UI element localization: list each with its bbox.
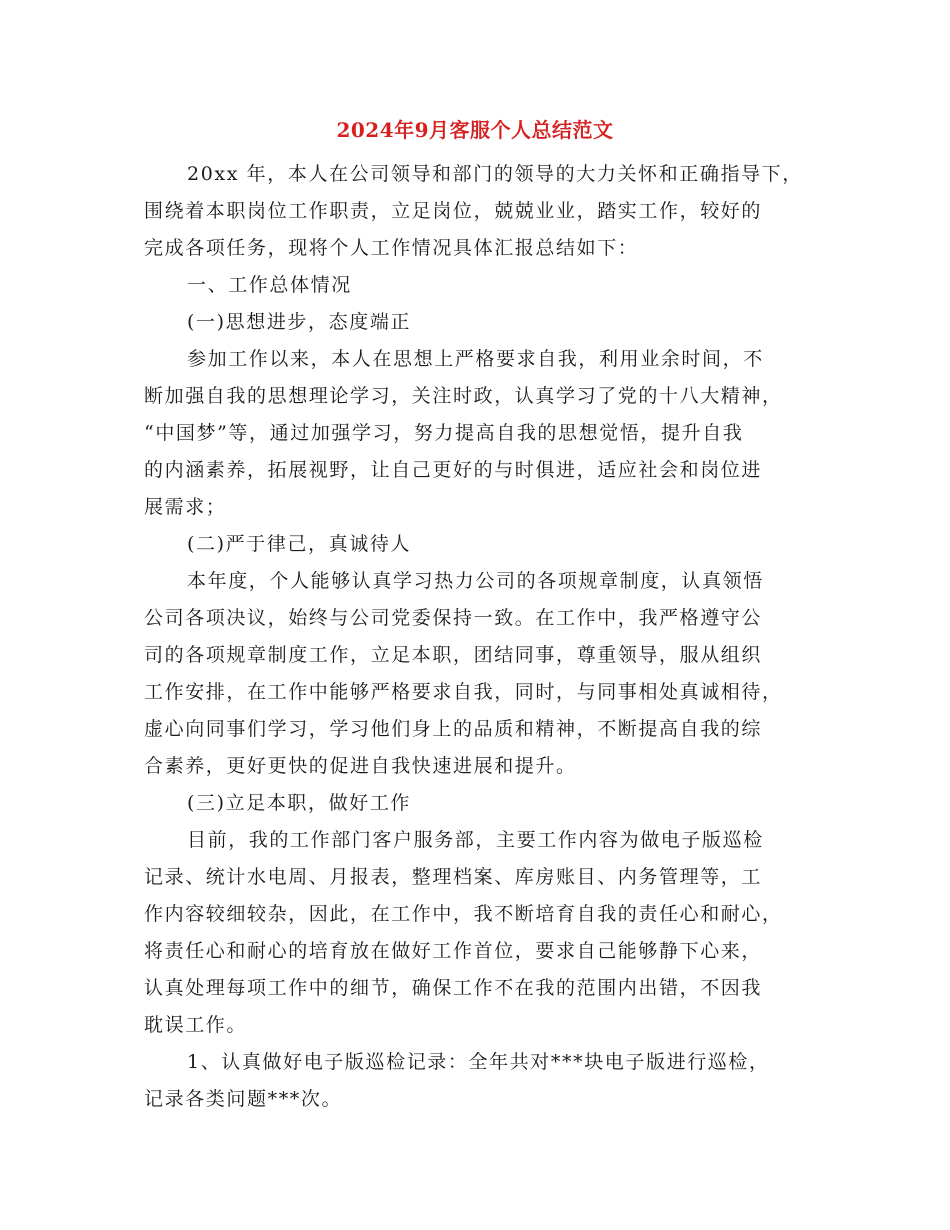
subsection-heading: (二)严于律己，真诚待人 (187, 533, 412, 555)
paragraph-line: 将责任心和耐心的培育放在做好工作首位，要求自己能够静下心来， (144, 940, 763, 962)
document-title: 2024年9月客服个人总结范文 (336, 118, 614, 142)
paragraph-line: 本年度，个人能够认真学习热力公司的各项规章制度，认真领悟 (187, 570, 764, 592)
paragraph-line: 目前，我的工作部门客户服务部，主要工作内容为做电子版巡检 (187, 829, 764, 851)
paragraph-line: 参加工作以来，本人在思想上严格要求自我，利用业余时间，不 (187, 348, 764, 370)
subsection-heading: (一)思想进步，态度端正 (187, 311, 412, 333)
paragraph-line: 断加强自我的思想理论学习，关注时政，认真学习了党的十八大精神， (144, 385, 783, 407)
paragraph-line: 作内容较细较杂，因此，在工作中，我不断培育自我的责任心和耐心， (144, 903, 783, 925)
list-item-line: 记录各类问题***次。 (144, 1088, 343, 1110)
paragraph-line: 展需求； (144, 496, 227, 518)
paragraph-line: 完成各项任务，现将个人工作情况具体汇报总结如下： (144, 237, 639, 259)
paragraph-line: 记录、统计水电周、月报表，整理档案、库房账目、内务管理等，工 (144, 866, 763, 888)
paragraph-line: 的内涵素养，拓展视野，让自己更好的与时俱进，适应社会和岗位进 (144, 459, 763, 481)
paragraph-line: 虚心向同事们学习，学习他们身上的品质和精神，不断提高自我的综 (144, 718, 763, 740)
paragraph-line: 围绕着本职岗位工作职责，立足岗位，兢兢业业，踏实工作，较好的 (144, 200, 763, 222)
paragraph-line: 20xx 年，本人在公司领导和部门的领导的大力关怀和正确指导下， (187, 163, 803, 185)
paragraph-line: “中国梦”等，通过加强学习，努力提高自我的思想觉悟，提升自我 (144, 422, 744, 444)
paragraph-line: 认真处理每项工作中的细节，确保工作不在我的范围内出错，不因我 (144, 977, 763, 999)
paragraph-line: 耽误工作。 (144, 1014, 248, 1036)
paragraph-line: 工作安排，在工作中能够严格要求自我，同时，与同事相处真诚相待， (144, 681, 783, 703)
section-heading: 一、工作总体情况 (187, 274, 352, 296)
paragraph-line: 司的各项规章制度工作，立足本职，团结同事，尊重领导，服从组织 (144, 644, 763, 666)
subsection-heading: (三)立足本职，做好工作 (187, 792, 412, 814)
paragraph-line: 合素养，更好更快的促进自我快速进展和提升。 (144, 755, 577, 777)
list-item-line: 1、认真做好电子版巡检记录：全年共对***块电子版进行巡检， (187, 1051, 770, 1073)
paragraph-line: 公司各项决议，始终与公司党委保持一致。在工作中，我严格遵守公 (144, 607, 763, 629)
